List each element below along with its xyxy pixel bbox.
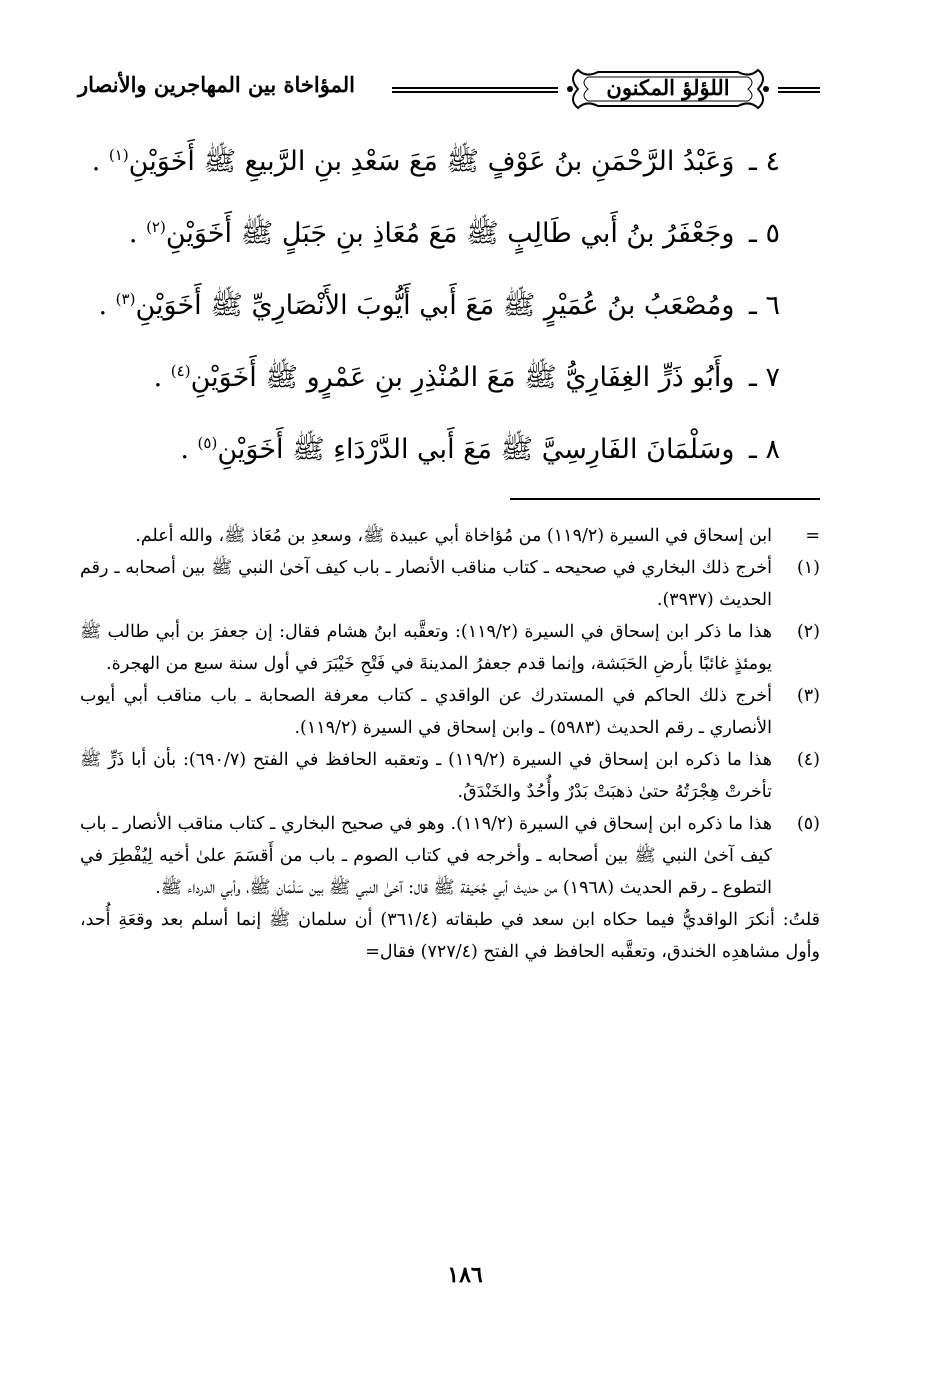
pair-line	[120, 342, 780, 414]
book-title-cartouche	[564, 66, 772, 112]
footnote-1	[80, 552, 820, 616]
pair-number: ٨ ـ	[748, 434, 780, 465]
footnote-marker: (١)	[796, 558, 820, 578]
pair-line	[120, 198, 780, 270]
chapter-title: المؤاخاة بين المهاجرين والأنصار	[78, 72, 355, 97]
footnote-4	[80, 744, 820, 808]
pair-end: .	[98, 290, 116, 321]
footnote-marker: (٥)	[796, 814, 820, 834]
page-number: ١٨٦	[447, 1262, 483, 1288]
footnote-ref: (٣)	[115, 290, 136, 308]
pair-text: وسَلْمَانَ الفَارِسِيَّ ﷺ مَعَ أَبي الدَّرْدَاءِ ﷺ أَخَوَيْنِ	[217, 434, 735, 465]
pair-text: ومُصْعَبُ بنُ عُمَيْرٍ ﷺ مَعَ أَبي أَيُّوبَ الأَنْصَارِيِّ ﷺ أَخَوَيْنِ	[135, 290, 735, 321]
pair-text: وَعَبْدُ الرَّحْمَنِ بنُ عَوْفٍ ﷺ مَعَ سَعْدِ بنِ الرَّبيعِ ﷺ أَخَوَيْنِ	[128, 146, 735, 177]
pair-text: وجَعْفَرُ بنُ أَبي طَالِبٍ ﷺ مَعَ مُعَاذِ بنِ جَبَلٍ ﷺ أَخَوَيْنِ	[165, 218, 735, 249]
footnote-text: هذا ما ذكر ابن إسحاق في السيرة (١١٩/٢): وتعقَّبه ابنُ هشام فقال: إن جعفرَ بن أبي طالب ﷺ يومئذٍ غائبًا بأرضِ الحَبَشة، وإنما قدم جعفرُ المدينةَ في فَتْحِ خَيْبَرَ في أول سنة سبع من الهجرة.	[80, 622, 772, 674]
footnotes-section	[80, 520, 820, 968]
pair-end: .	[180, 434, 198, 465]
pair-number: ٤ ـ	[748, 146, 780, 177]
book-title: اللؤلؤ المكنون	[606, 75, 730, 100]
pair-text: وأَبُو ذَرٍّ الغِفَارِيُّ ﷺ مَعَ المُنْذِرِ بنِ عَمْرٍو ﷺ أَخَوَيْنِ	[190, 362, 735, 393]
footnote-text: ابن إسحاق في السيرة (١١٩/٢) من مُؤاخاة أبي عبيدة ﷺ، وسعدِ بن مُعَاذ ﷺ، والله أعلم.	[135, 526, 772, 546]
brotherhood-pairs-list	[91, 126, 780, 486]
footnote-ref: (٥)	[197, 434, 218, 452]
footnote-text: أخرج ذلك الحاكم في المستدرك عن الواقدي ـ كتاب معرفة الصحابة ـ باب مناقب أبي أيوب الأنصاري ـ رقم الحديث (٥٩٨٣) ـ وابن إسحاق في السيرة (١١٩/٢).	[80, 686, 772, 738]
pair-number: ٥ ـ	[748, 218, 780, 249]
footnote-marker: (٤)	[796, 750, 820, 770]
footnote-5	[80, 808, 820, 904]
footnote-marker: =	[805, 526, 820, 546]
footnote-separator	[510, 498, 820, 500]
footnote-ref: (١)	[108, 146, 129, 164]
closing-note: قلتُ: أنكرَ الواقديُّ فيما حكاه ابن سعد في طبقاته (٣٦١/٤) أن سلمان ﷺ إنما أسلم بعد وقعَةِ أُحد، وأول مشاهدِه الخندق، وتعقَّبه الحافظ في الفتح (٧٢٧/٤) فقال=	[80, 910, 820, 962]
pair-line	[91, 126, 780, 198]
pair-line	[98, 270, 780, 342]
pair-number: ٦ ـ	[748, 290, 780, 321]
pair-end: .	[128, 218, 147, 249]
footnote-text: هذا ما ذكره ابن إسحاق في السيرة (١١٩/٢) ـ وتعقبه الحافظ في الفتح (٦٩٠/٧): بأن أبا ذَرٍّ ﷺ تأخرتْ هِجْرَتُهُ حتىٰ ذهبَتْ بَدْرٌ وأُحُدٌ والخَنْدَقُ.	[80, 750, 772, 802]
header-rule-middle	[392, 87, 558, 93]
footnote-ref: (٢)	[146, 218, 166, 236]
footnote-continuation	[80, 520, 820, 552]
header-rule-right	[778, 87, 820, 93]
page-header	[78, 58, 820, 118]
footnote-2	[80, 616, 820, 680]
footnote-ref: (٤)	[170, 362, 191, 380]
footnote-text: هذا ما ذكره ابن إسحاق في السيرة (١١٩/٢). وهو في صحيح البخاري ـ كتاب مناقب الأنصار ـ باب كيف آخىٰ النبي ﷺ بين أصحابه ـ وأخرجه في كتاب الصوم ـ باب من أَقسَمَ علىٰ أخيه لِيُفْطِرَ في التطوع ـ رقم الحديث (١٩٦٨) من حديث أبي جُحَيفة ﷺ قال: آخىٰ النبي ﷺ بين سَلْمَان ﷺ، وأبي الدرداء ﷺ.	[80, 814, 772, 898]
footnote-marker: (٣)	[796, 686, 820, 706]
pair-end: .	[91, 146, 109, 177]
pair-end: .	[153, 362, 171, 393]
pair-line	[120, 414, 780, 486]
footnote-3	[80, 680, 820, 744]
footnote-marker: (٢)	[796, 622, 820, 642]
pair-number: ٧ ـ	[748, 362, 780, 393]
footnote-text: أخرج ذلك البخاري في صحيحه ـ كتاب مناقب الأنصار ـ باب كيف آخىٰ النبي ﷺ بين أصحابه ـ رقم الحديث (٣٩٣٧).	[80, 558, 772, 610]
